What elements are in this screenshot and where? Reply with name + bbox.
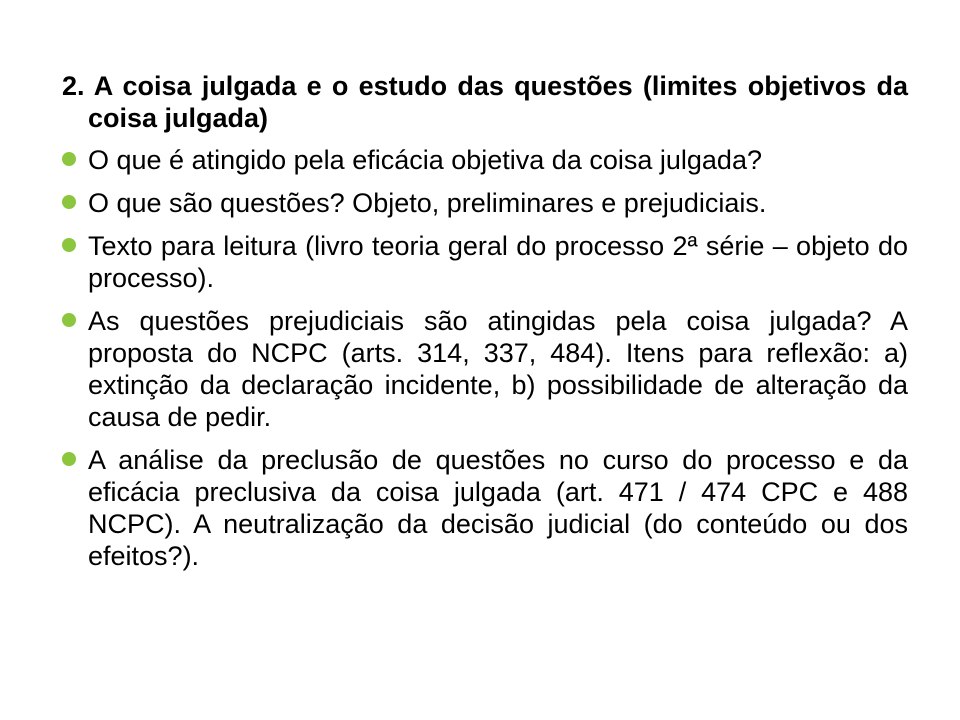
bullet-dot-icon — [62, 238, 76, 252]
bullet-item — [62, 444, 908, 572]
bullet-dot-icon — [62, 195, 76, 209]
bullet-item — [62, 144, 908, 176]
bullet-text: As questões prejudiciais são atingidas pela coisa julgada? A proposta do NCPC (arts. 314, 337, 484). Itens para reflexão: a) extinção da declaração incidente, b) possibilidade de alteração da causa de pedir. — [88, 306, 908, 432]
bullet-list — [62, 144, 908, 572]
bullet-text: O que é atingido pela eficácia objetiva da coisa julgada? — [88, 145, 762, 175]
bullet-dot-icon — [62, 452, 76, 466]
bullet-text: Texto para leitura (livro teoria geral do processo 2ª série – objeto do processo). — [88, 231, 908, 293]
bullet-item — [62, 187, 908, 219]
bullet-item — [62, 230, 908, 294]
bullet-text: O que são questões? Objeto, preliminares e prejudiciais. — [88, 188, 767, 218]
bullet-item — [62, 305, 908, 433]
slide-content — [62, 70, 908, 583]
section-heading: 2. A coisa julgada e o estudo das questões (limites objetivos da coisa julgada) — [62, 71, 908, 133]
bullet-dot-icon — [62, 152, 76, 166]
bullet-dot-icon — [62, 313, 76, 327]
bullet-text: A análise da preclusão de questões no curso do processo e da eficácia preclusiva da coisa julgada (art. 471 / 474 CPC e 488 NCPC). A neutralização da decisão judicial (do conteúdo ou dos efeitos?). — [88, 445, 908, 571]
